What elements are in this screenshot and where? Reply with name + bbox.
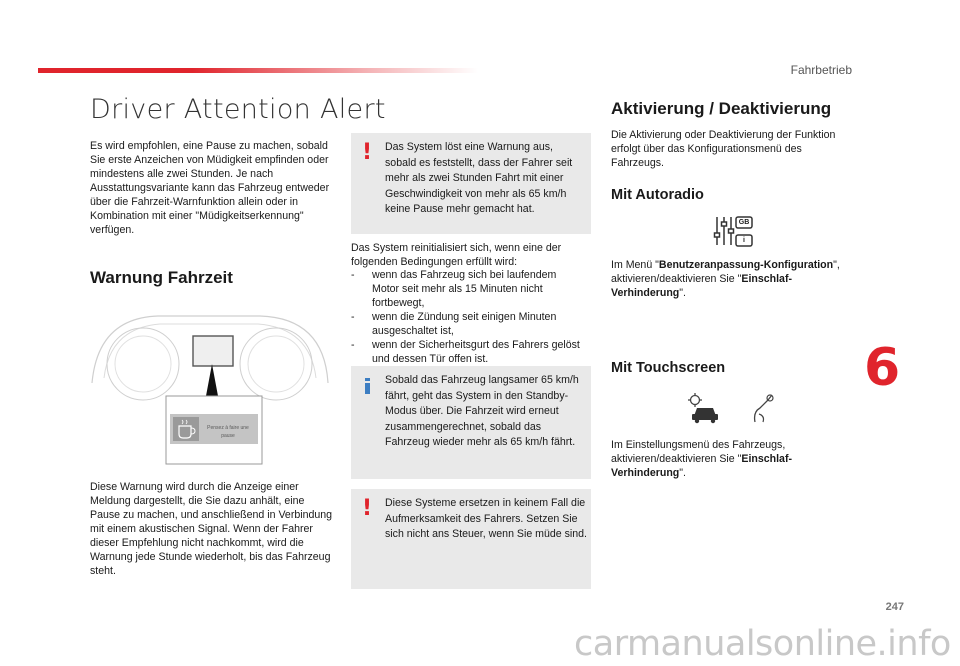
heading-aktivierung: Aktivierung / Deaktivierung bbox=[611, 99, 832, 118]
driver-fatigue-icon bbox=[751, 392, 777, 424]
reinit-intro: Das System reinitialisiert sich, wenn eine der folgenden Bedingungen erfüllt wird: bbox=[351, 242, 562, 268]
warning-text-2: Diese Systeme ersetzen in keinem Fall die Aufmerksamkeit des Fahrers. Setzen Sie sich nicht ans Steuer, wenn Sie müde sind. bbox=[385, 497, 587, 540]
activation-intro: Die Aktivierung oder Deaktivierung der Funktion erfolgt über das Konfigurationsmenü des Fahrzeugs. bbox=[611, 129, 836, 169]
reinit-conditions-list bbox=[351, 268, 581, 366]
page-number: 247 bbox=[885, 601, 904, 613]
figure-message-text: Pensez à faire une pause bbox=[207, 425, 249, 439]
intro-paragraph: Es wird empfohlen, eine Pause zu machen, sobald Sie erste Anzeichen von Müdigkeit empfinden oder mindestens alle zwei Stunden. Je nach Ausstattungsvariante kann das Fahrzeug entweder über die Fahrzeit-Warnfunktion allein oder in Kombination mit einer "Müdigkeitserkennung" verfügen. bbox=[90, 140, 330, 236]
warning-description: Diese Warnung wird durch die Anzeige einer Meldung dargestellt, die Sie dazu anhält, eine Pause zu machen, und anschließend in Verbindung mit einem akustischen Signal. Wenn der Fahrer dieser Empfehlung nicht nachkommt, wird die Warnung jede Stunde wiederholt, bis das Fahrzeug steht. bbox=[90, 481, 333, 577]
watermark-text: carmanualsonline.info bbox=[574, 624, 951, 664]
touchscreen-instruction: Im Einstellungsmenü des Fahrzeugs, aktivieren/deaktivieren Sie "Einschlaf-Verhinderung". bbox=[611, 439, 793, 479]
info-box bbox=[351, 366, 591, 479]
badge-info: i bbox=[743, 237, 745, 244]
instrument-cluster-drawing bbox=[88, 308, 332, 468]
info-icon bbox=[365, 378, 370, 394]
warning-exclamation-icon: ! bbox=[362, 496, 373, 521]
heading-mit-touchscreen: Mit Touchscreen bbox=[611, 360, 726, 376]
autoradio-instruction: Im Menü "Benutzeranpassung-Konfiguration", aktivieren/deaktivieren Sie "Einschlaf-Verhinderung". bbox=[611, 259, 840, 299]
warning-exclamation-icon: ! bbox=[362, 140, 373, 165]
page-title: Driver Attention Alert bbox=[90, 94, 386, 125]
warning-text-1: Das System löst eine Warnung aus, sobald es feststellt, dass der Fahrer seit mehr als zwei Stunden Fahrt mit einer Geschwindigkeit von mehr als 65 km/h keine Pause mehr gemacht hat. bbox=[385, 141, 573, 215]
chapter-number: 6 bbox=[864, 338, 901, 398]
settings-sliders-icon bbox=[712, 213, 756, 249]
section-header: Fahrbetrieb bbox=[790, 63, 852, 77]
list-item: - wenn der Sicherheitsgurt des Fahrers gelöst und dessen Tür offen ist. bbox=[351, 338, 581, 366]
heading-mit-autoradio: Mit Autoradio bbox=[611, 187, 704, 203]
heading-warnung-fahrzeit: Warnung Fahrzeit bbox=[90, 268, 233, 287]
car-settings-icon bbox=[687, 392, 721, 424]
list-item: - wenn die Zündung seit einigen Minuten ausgeschaltet ist, bbox=[351, 310, 581, 338]
header-accent-bar bbox=[38, 68, 478, 73]
warning-box-1 bbox=[351, 133, 591, 234]
badge-gb: GB bbox=[738, 219, 750, 226]
warning-box-2 bbox=[351, 489, 591, 589]
list-item: - wenn das Fahrzeug sich bei laufendem Motor seit mehr als 15 Minuten nicht fortbewegt, bbox=[351, 268, 581, 310]
info-text: Sobald das Fahrzeug langsamer 65 km/h fährt, geht das System in den Standby-Modus über. Die Fahrzeit wird erneut zusammengerechnet, sobald das Fahrzeug wieder mehr als 65 km/h fährt. bbox=[385, 374, 579, 448]
instrument-cluster-figure bbox=[88, 308, 332, 468]
